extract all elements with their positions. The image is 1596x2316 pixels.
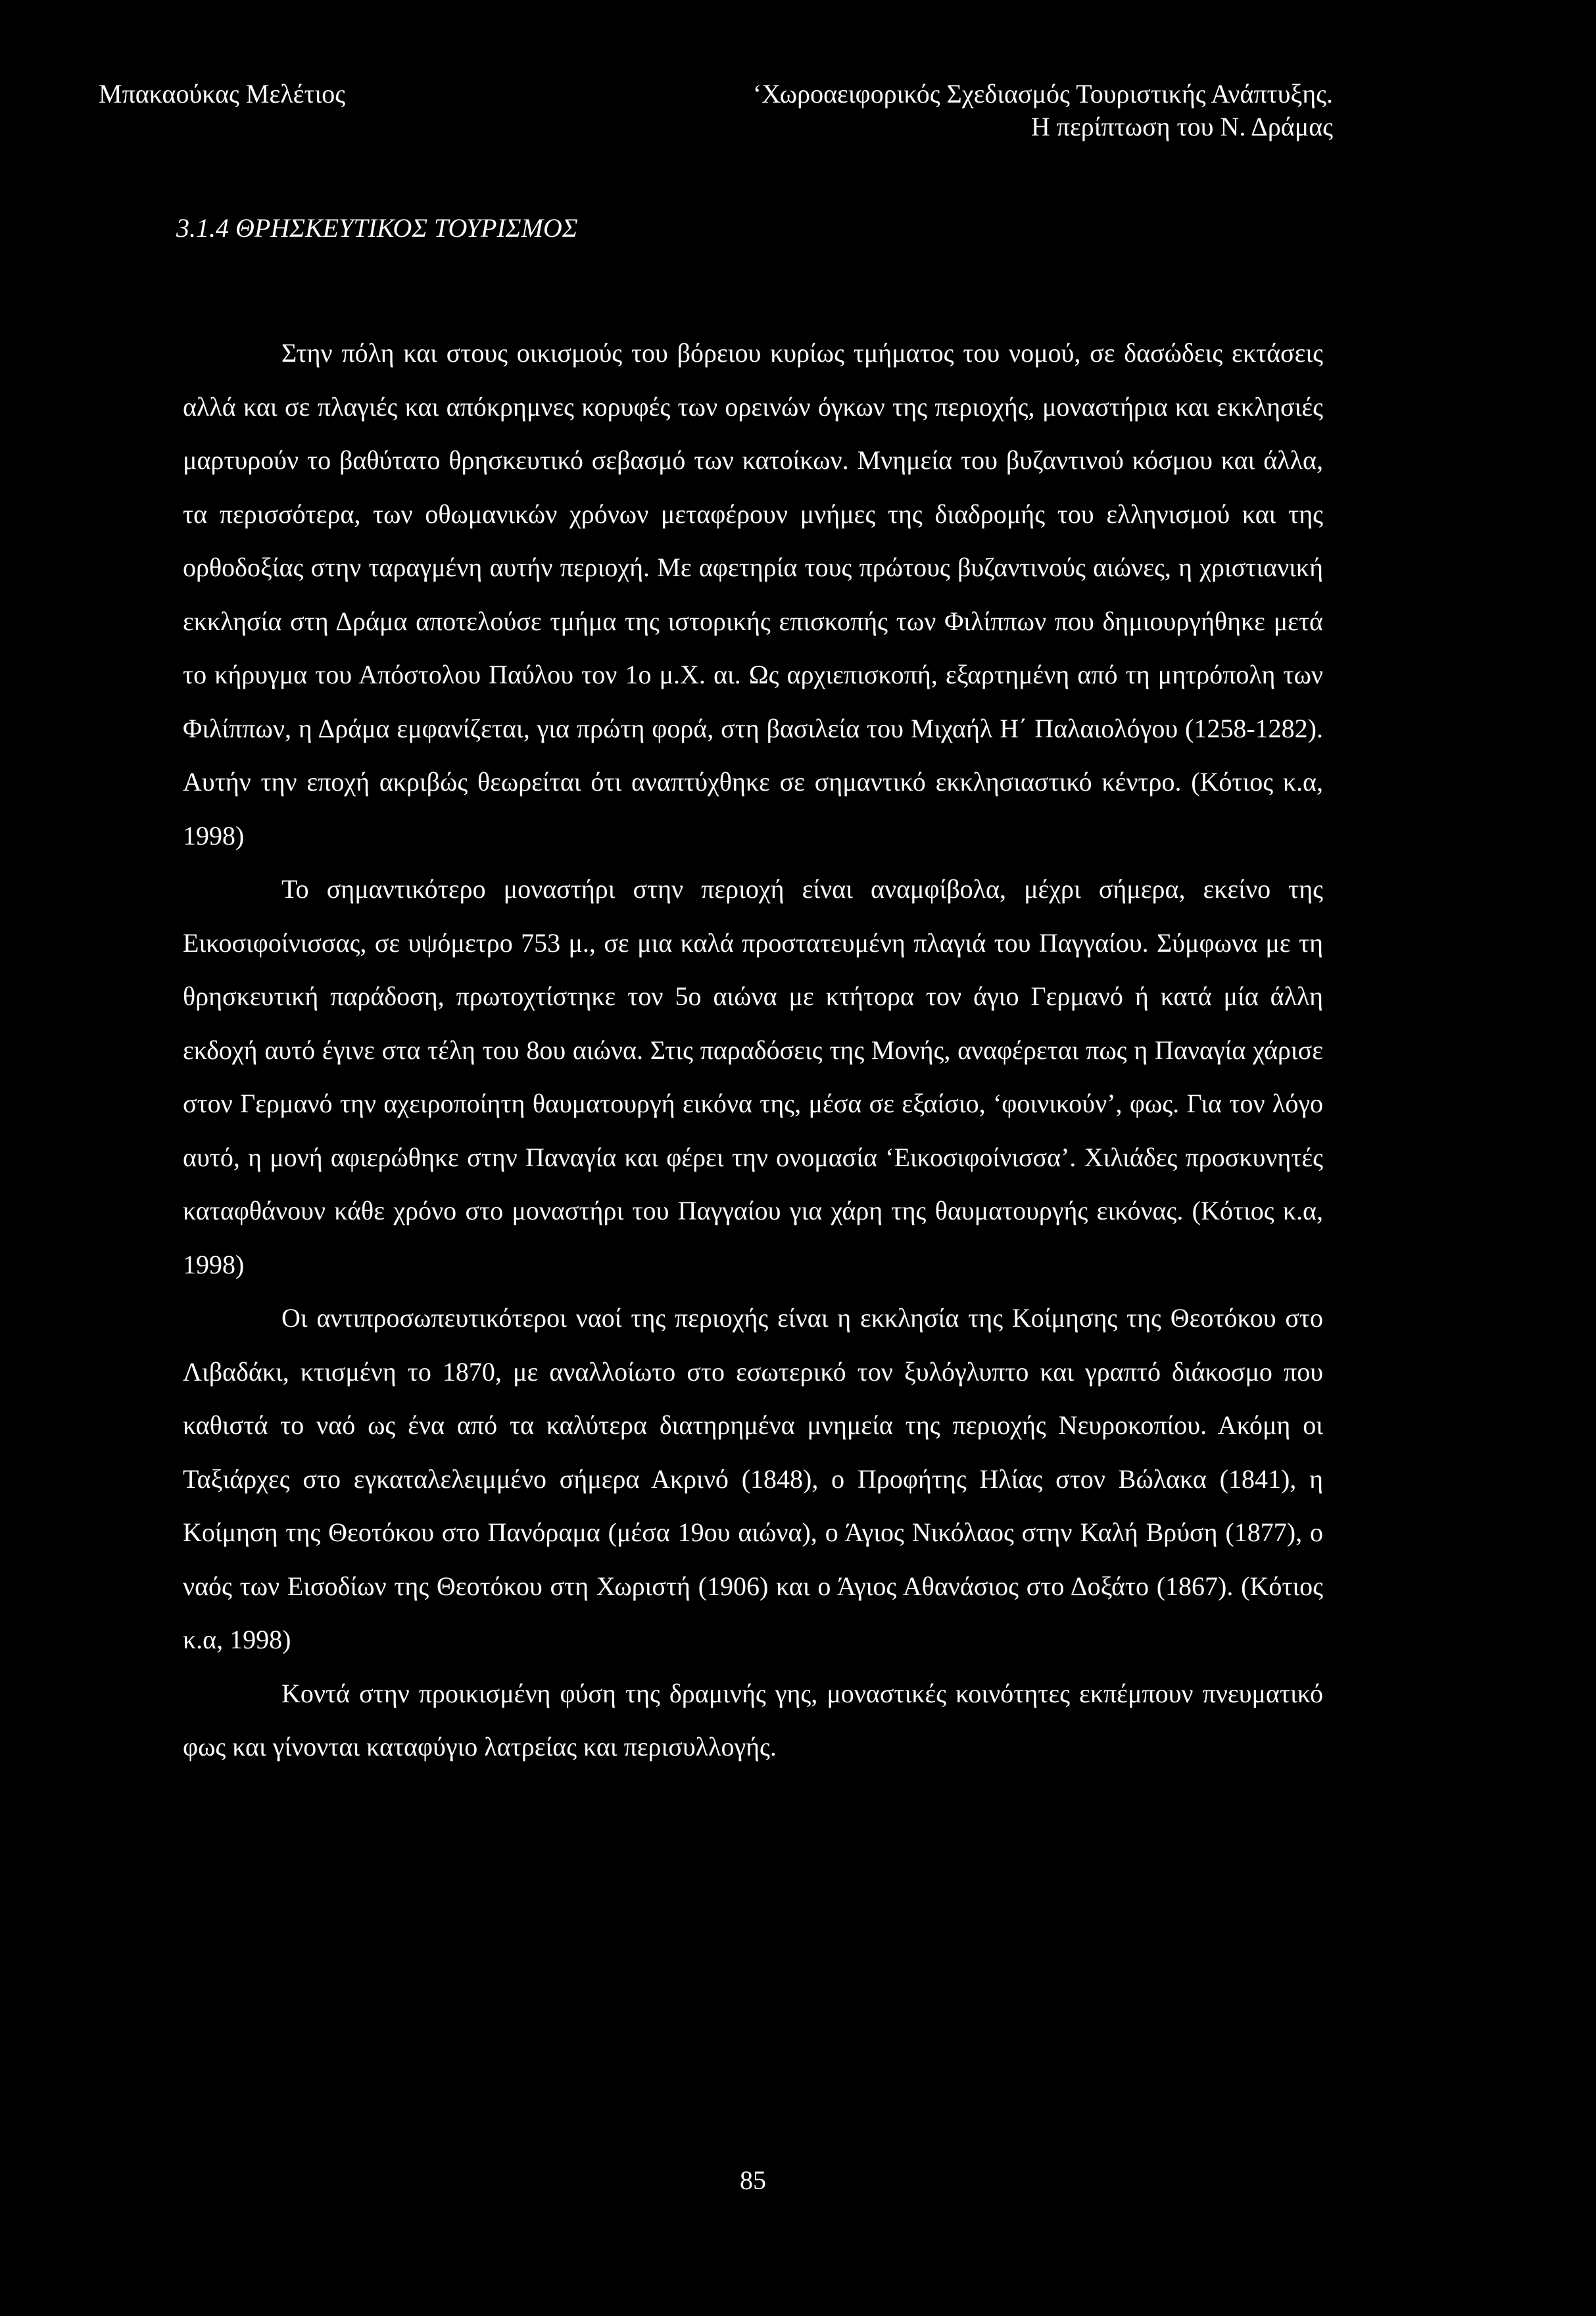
section-title: 3.1.4 ΘΡΗΣΚΕΥΤΙΚΟΣ ΤΟΥΡΙΣΜΟΣ: [176, 213, 578, 243]
header-author: Μπακαούκας Μελέτιος: [99, 79, 346, 109]
header-title-line2: Η περίπτωση του Ν. Δράμας: [1030, 112, 1333, 141]
paragraph-4: Κοντά στην προικισμένη φύση της δραμινής γης, μοναστικές κοινότητες εκπέμπουν πνευματικό φως και γίνονται καταφύγιο λατρείας και περισυλλογής.: [183, 1678, 1323, 1762]
body-text: [183, 326, 1323, 1774]
header-title-line1: ‘Χωροαειφορικός Σχεδιασμός Τουριστικής Ανάπτυξης.: [752, 79, 1333, 109]
page-number: 85: [740, 2165, 766, 2195]
header-title: [753, 78, 1333, 143]
paragraph-2: Το σημαντικότερο μοναστήρι στην περιοχή είναι αναμφίβολα, μέχρι σήμερα, εκείνο της Εικοσιφοίνισσας, σε υψόμετρο 753 μ., σε μια καλά προστατευμένη πλαγιά του Παγγαίου. Σύμφωνα με τη θρησκευτική παράδοση, πρωτοχτίστηκε τον 5ο αιώνα με κτήτορα τον άγιο Γερμανό ή κατά μία άλλη εκδοχή αυτό έγινε στα τέλη του 8ου αιώνα. Στις παραδόσεις της Μονής, αναφέρεται πως η Παναγία χάρισε στον Γερμανό την αχειροποίητη θαυματουργή εικόνα της, μέσα σε εξαίσιο, ‘φοινικούν’, φως. Για τον λόγο αυτό, η μονή αφιερώθηκε στην Παναγία και φέρει την ονομασία ‘Εικοσιφοίνισσα’. Χιλιάδες προσκυνητές καταφθάνουν κάθε χρόνο στο μοναστήρι του Παγγαίου για χάρη της θαυματουργής εικόνας. (Κότιος κ.α, 1998): [183, 874, 1323, 1279]
paragraph-1: Στην πόλη και στους οικισμούς του βόρειου κυρίως τμήματος του νομού, σε δασώδεις εκτάσεις αλλά και σε πλαγιές και απόκρημνες κορυφές των ορεινών όγκων της περιοχής, μοναστήρια και εκκλησιές μαρτυρούν το βαθύτατο θρησκευτικό σεβασμό των κατοίκων. Μνημεία του βυζαντινού κόσμου και άλλα, τα περισσότερα, των οθωμανικών χρόνων μεταφέρουν μνήμες της διαδρομής του ελληνισμού και της ορθοδοξίας στην ταραγμένη αυτήν περιοχή. Με αφετηρία τους πρώτους βυζαντινούς αιώνες, η χριστιανική εκκλησία στη Δράμα αποτελούσε τμήμα της ιστορικής επισκοπής των Φιλίππων που δημιουργήθηκε μετά το κήρυγμα του Απόστολου Παύλου τον 1ο μ.Χ. αι. Ως αρχιεπισκοπή, εξαρτημένη από τη μητρόπολη των Φιλίππων, η Δράμα εμφανίζεται, για πρώτη φορά, στη βασιλεία του Μιχαήλ Η΄ Παλαιολόγου (1258-1282). Αυτήν την εποχή ακριβώς θεωρείται ότι αναπτύχθηκε σε σημαντικό εκκλησιαστικό κέντρο. (Κότιος κ.α, 1998): [183, 338, 1323, 850]
paragraph-3: Οι αντιπροσωπευτικότεροι ναοί της περιοχής είναι η εκκλησία της Κοίμησης της Θεοτόκου στο Λιβαδάκι, κτισμένη το 1870, με αναλλοίωτο στο εσωτερικό τον ξυλόγλυπτο και γραπτό διάκοσμο που καθιστά το ναό ως ένα από τα καλύτερα διατηρημένα μνημεία της περιοχής Νευροκοπίου. Ακόμη οι Ταξιάρχες στο εγκαταλελειμμένο σήμερα Ακρινό (1848), ο Προφήτης Ηλίας στον Βώλακα (1841), η Κοίμηση της Θεοτόκου στο Πανόραμα (μέσα 19ου αιώνα), ο Άγιος Νικόλαος στην Καλή Βρύση (1877), ο ναός των Εισοδίων της Θεοτόκου στη Χωριστή (1906) και ο Άγιος Αθανάσιος στο Δοξάτο (1867). (Κότιος κ.α, 1998): [183, 1303, 1323, 1654]
